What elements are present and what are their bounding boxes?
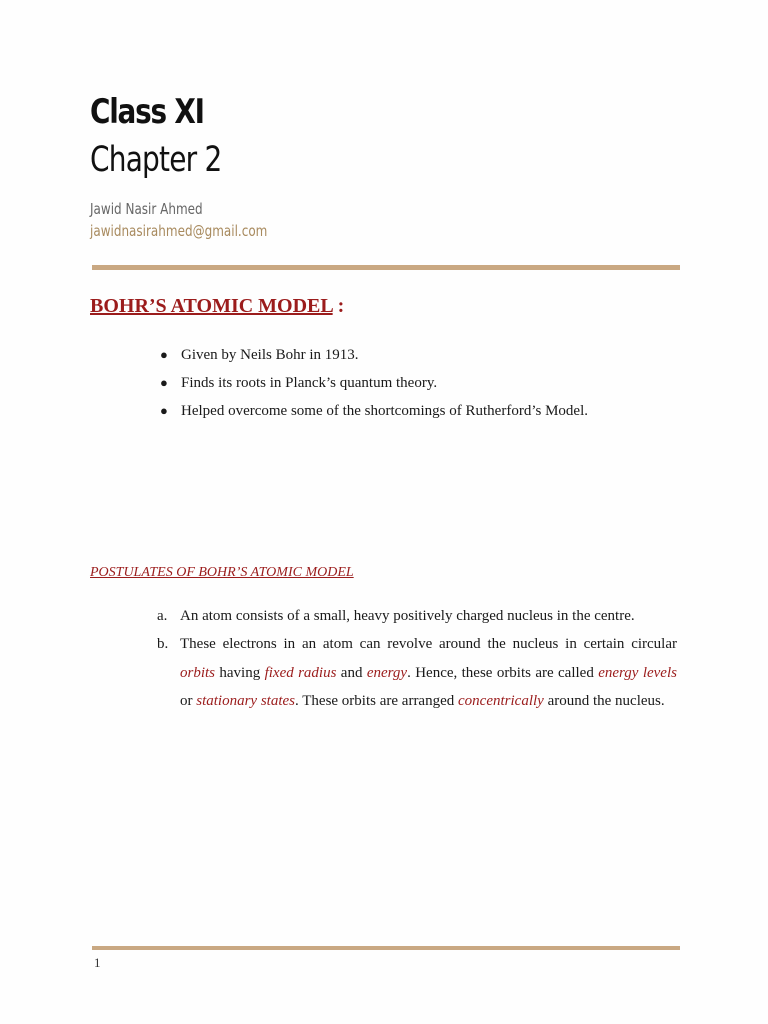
header-divider [92, 265, 680, 270]
postulate-item [157, 602, 677, 630]
page-number: 1 [94, 955, 101, 970]
chapter-title: Chapter 2 [90, 140, 222, 180]
text-run: These electrons in an atom can revolve around the nucleus in certain circular [180, 636, 677, 653]
bullet-icon: ● [160, 403, 168, 418]
postulate-text: An atom consists of a small, heavy positively charged nucleus in the centre. [180, 608, 635, 624]
section-heading [90, 295, 344, 318]
highlight-term: energy levels [598, 664, 677, 681]
bullet-item [160, 344, 588, 372]
postulate-text [180, 630, 677, 715]
highlight-term: orbits [180, 664, 216, 681]
section-heading-text: BOHR’S ATOMIC MODEL [90, 295, 333, 317]
text-run: . These orbits are arranged [295, 692, 459, 709]
bullet-list [160, 344, 588, 428]
author-email: jawidnasirahmed@gmail.com [90, 222, 268, 240]
text-run: and [336, 664, 367, 681]
class-title: Class XI [90, 92, 204, 132]
postulates-list [157, 602, 677, 715]
highlight-term: concentrically [458, 692, 544, 709]
bullet-text: Helped overcome some of the shortcomings of Rutherford’s Model. [181, 403, 588, 419]
text-run: or [180, 692, 197, 709]
highlight-term: fixed radius [264, 664, 337, 681]
bullet-icon: ● [160, 375, 168, 390]
section-heading-suffix: : [332, 295, 345, 317]
postulates-title: POSTULATES OF BOHR’S ATOMIC MODEL [90, 565, 354, 580]
text-run: having [215, 664, 265, 681]
footer-divider [92, 946, 680, 950]
postulate-label: a. [157, 608, 168, 624]
bullet-item [160, 400, 588, 428]
bullet-icon: ● [160, 347, 168, 362]
postulate-item [157, 630, 677, 715]
highlight-term: energy [366, 664, 408, 681]
text-run: . Hence, these orbits are called [407, 664, 599, 681]
author-name: Jawid Nasir Ahmed [90, 200, 203, 218]
postulate-label: b. [157, 636, 169, 653]
bullet-text: Finds its roots in Planck’s quantum theory. [181, 375, 438, 391]
bullet-text: Given by Neils Bohr in 1913. [181, 347, 359, 363]
highlight-term: stationary states [196, 692, 296, 709]
bullet-item [160, 372, 588, 400]
text-run: around the nucleus. [543, 692, 665, 709]
